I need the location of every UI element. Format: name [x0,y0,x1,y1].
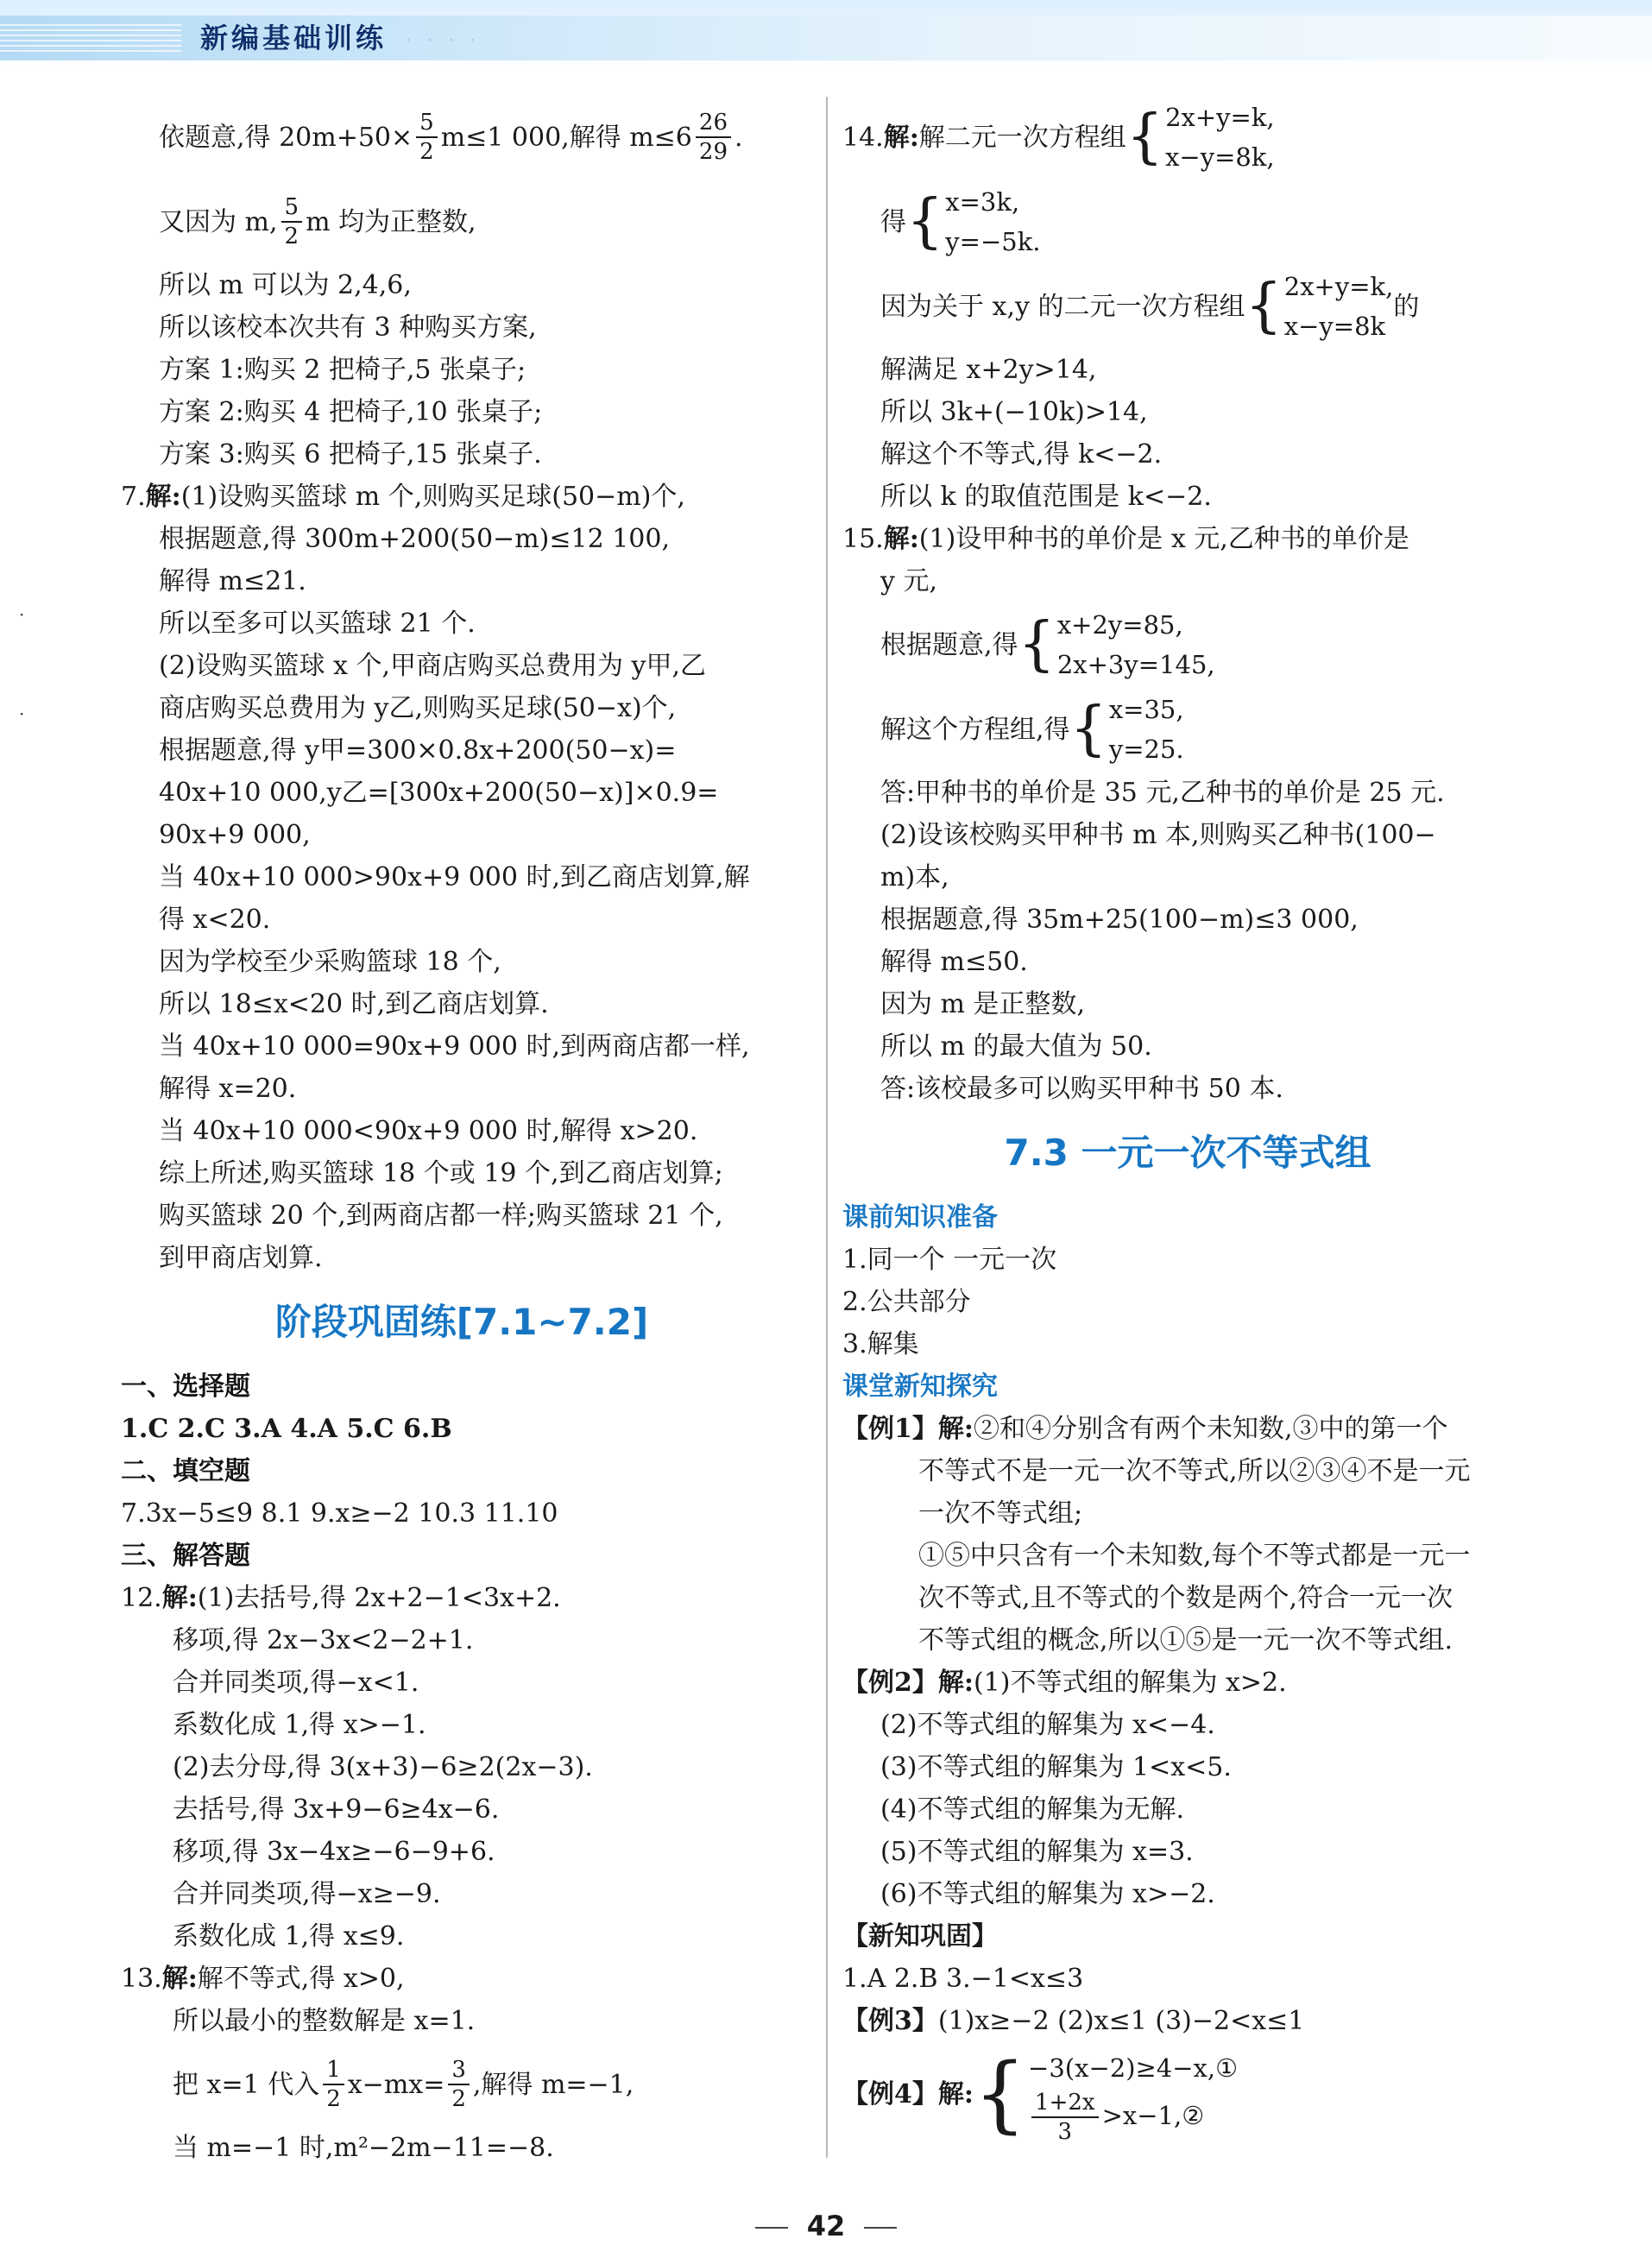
answer-line: 所以最小的整数解是 x=1. [173,2006,476,2036]
question-13: 13.解:解不等式,得 x>0, [121,1964,405,1994]
answer-line: (5)不等式组的解集为 x=3. [880,1837,1194,1867]
answer-line: 得 { x=3k, y=−5k. [842,180,1533,264]
answer-line: 方案 3:购买 6 把椅子,15 张桌子. [159,439,542,470]
answer-line: 40x+10 000,y乙=[300x+200(50−x)]×0.9= [159,778,719,808]
answer-line: 1.A 2.B 3.−1<x≤3 [842,1964,1084,1994]
section-heading: 三、解答题 [121,1541,250,1571]
answer-line: 当 m=−1 时,m²−2m−11=−8. [173,2133,554,2163]
answer-line: 3.解集 [842,1329,919,1359]
example-tag: 【例2】 [842,1668,938,1698]
example-1: 【例1】解:②和④分别含有两个未知数,③中的第一个 [842,1414,1448,1444]
question-15: 15.解:(1)设甲种书的单价是 x 元,乙种书的单价是 [842,524,1409,554]
answer-line: 因为学校至少采购篮球 18 个, [159,947,501,977]
answer-line: 所以 k 的取值范围是 k<−2. [880,482,1212,512]
answer-line: 根据题意,得 35m+25(100−m)≤3 000, [880,905,1359,935]
answer-line: 所以 m 可以为 2,4,6, [159,270,412,300]
answer-line: 因为 m 是正整数, [880,989,1086,1019]
margin-mark: · [19,604,25,625]
answer-line: 1.C 2.C 3.A 4.A 5.C 6.B [121,1414,452,1444]
fraction: $\frac{1}{2}$ [323,2059,344,2110]
answer-line: (2)设购买篮球 x 个,甲商店购买总费用为 y甲,乙 [159,651,707,681]
solution-label: 解: [161,1964,198,1994]
answer-line: 到甲商店划算. [159,1243,323,1273]
answer-line: 解这个方程组,得 { x=35, y=25. [842,687,1533,772]
solution-label: 解: [161,1583,198,1613]
answer-line: 根据题意,得 y甲=300×0.8x+200(50−x)= [159,735,677,766]
example-3: 【例3】(1)x≥−2 (2)x≤1 (3)−2<x≤1 [842,2006,1305,2036]
fraction: $\frac{26}{29}$ [696,111,731,163]
answer-line: 当 40x+10 000=90x+9 000 时,到两商店都一样, [159,1031,750,1062]
header-stripes [0,24,181,55]
question-7: 7.解:(1)设购买篮球 m 个,则购买足球(50−m)个, [121,482,685,512]
page-number: 42 [0,2210,1652,2242]
answer-line: 移项,得 2x−3x<2−2+1. [173,1625,474,1655]
answer-line: 不等式组的概念,所以①⑤是一元一次不等式组. [918,1625,1453,1655]
example-tag: 【例3】 [842,2006,938,2036]
question-number: 7. [121,482,146,512]
answer-line: m)本, [880,862,949,892]
answer-line: 商店购买总费用为 y乙,则购买足球(50−x)个, [159,693,677,723]
equation-system: { 2x+y=k, x−y=8k [1245,272,1394,341]
answer-line: 根据题意,得 300m+200(50−m)≤12 100, [159,524,670,554]
answer-line: 系数化成 1,得 x>−1. [173,1710,426,1740]
answer-line: 7.3x−5≤9 8.1 9.x≥−2 10.3 11.10 [121,1498,558,1529]
answer-line: 又因为 m, $\frac{5}{2}$ m 均为正整数, [159,194,476,249]
solution-label: 解: [883,524,919,554]
answer-line: 次不等式,且不等式的个数是两个,符合一元一次 [918,1583,1453,1613]
book-series-title: 新编基础训练 [200,22,388,54]
answer-line: 因为关于 x,y 的二元一次方程组 { 2x+y=k, x−y=8k 的 [842,264,1533,349]
question-number: 12. [121,1583,162,1613]
fraction: $\frac{5}{2}$ [281,196,303,248]
column-divider [826,97,828,2158]
answer-line: (2)设该校购买甲种书 m 本,则购买乙种书(100− [880,820,1436,850]
inequality-system: { −3(x−2)≥4−x,① $\frac{1+2x}{3}$ >x−1,② [973,2045,1239,2145]
answer-line: 解满足 x+2y>14, [880,355,1097,385]
section-heading: 二、填空题 [121,1456,250,1486]
equation-system: { 2x+y=k, x−y=8k, [1126,103,1275,172]
header-decoration: · · · · [406,29,481,50]
answer-line: ①⑤中只含有一个未知数,每个不等式都是一元一 [918,1541,1471,1571]
answer-line: 当 40x+10 000<90x+9 000 时,解得 x>20. [159,1116,698,1146]
solution-label: 解: [937,1414,974,1444]
example-tag: 【例1】 [842,1414,938,1444]
answer-line: 解得 m≤50. [880,947,1028,977]
answer-line: 所以 18≤x<20 时,到乙商店划算. [159,989,549,1019]
answer-line: 2.公共部分 [842,1287,971,1317]
answer-line: 合并同类项,得−x≥−9. [173,1879,441,1909]
answer-line: (4)不等式组的解集为无解. [880,1794,1185,1825]
answer-line: 解得 x=20. [159,1074,297,1104]
answer-line: 90x+9 000, [159,820,311,850]
answer-line: (2)去分母,得 3(x+3)−6≥2(2x−3). [173,1752,593,1782]
answer-line: (2)不等式组的解集为 x<−4. [880,1710,1215,1740]
solution-label: 解: [937,2078,974,2109]
section-title: 7.3 一元一次不等式组 [1004,1132,1371,1174]
solution-label: 解: [145,482,181,512]
answer-line: 所以 3k+(−10k)>14, [880,397,1148,427]
answer-line: 解得 m≤21. [159,566,306,596]
answer-line: 方案 1:购买 2 把椅子,5 张桌子; [159,355,526,385]
solution-label: 解: [937,1668,974,1698]
answer-line: 去括号,得 3x+9−6≥4x−6. [173,1794,500,1825]
margin-mark: · [19,703,25,724]
question-14: 14. 解: 解二元一次方程组 { 2x+y=k, x−y=8k, [842,95,1533,180]
fraction: $\frac{3}{2}$ [448,2059,470,2110]
answer-line: 综上所述,购买篮球 18 个或 19 个,到乙商店划算; [159,1158,723,1189]
answer-line: 答:该校最多可以购买甲种书 50 本. [880,1074,1283,1104]
question-number: 14. [842,122,884,153]
answer-line: 当 40x+10 000>90x+9 000 时,到乙商店划算,解 [159,862,750,892]
question-12: 12.解:(1)去括号,得 2x+2−1<3x+2. [121,1583,561,1613]
section-heading: 课堂新知探究 [842,1372,998,1402]
example-4 [842,2042,1533,2146]
equation-system: { x+2y=85, 2x+3y=145, [1018,610,1215,679]
answer-line: 所以该校本次共有 3 种购买方案, [159,312,537,343]
question-number: 13. [121,1964,162,1994]
section-heading: 课前知识准备 [842,1202,998,1233]
answer-line: 得 x<20. [159,905,271,935]
answer-line: 不等式不是一元一次不等式,所以②③④不是一元 [918,1456,1471,1486]
answer-line: 移项,得 3x−4x≥−6−9+6. [173,1837,495,1867]
answer-line: 1.同一个 一元一次 [842,1245,1057,1275]
answer-line: 所以至多可以买篮球 21 个. [159,609,476,639]
answer-line: 购买篮球 20 个,到两商店都一样;购买篮球 21 个, [159,1201,723,1231]
solution-label: 解: [883,122,919,153]
answer-line: 系数化成 1,得 x≤9. [173,1921,405,1952]
left-column [121,95,803,2169]
equation-system: { x=3k, y=−5k. [906,187,1041,256]
answer-line: 解这个不等式,得 k<−2. [880,439,1163,470]
question-number: 15. [842,524,884,554]
answer-line: 把 x=1 代入 $\frac{1}{2}$ x−mx= $\frac{3}{2}$ ,解得 m=−1, [173,2057,634,2112]
answer-line: 根据题意,得 { x+2y=85, 2x+3y=145, [842,602,1533,687]
consolidation-heading: 【新知巩固】 [842,1921,998,1952]
example-tag: 【例4】 [842,2078,938,2109]
answer-line: 所以 m 的最大值为 50. [880,1031,1152,1062]
answer-line: 合并同类项,得−x<1. [173,1668,419,1698]
equation-system: { x=35, y=25. [1069,695,1184,764]
fraction: $\frac{5}{2}$ [416,111,438,163]
right-column [842,95,1533,2146]
answer-line: 依题意,得 20m+50× $\frac{5}{2}$ m≤1 000,解得 m≤6 $\frac{26}{29}$ . [159,110,743,165]
stage-review-title: 阶段巩固练[7.1~7.2] [274,1301,649,1343]
answer-line: y 元, [880,566,938,596]
example-2: 【例2】解:(1)不等式组的解集为 x>2. [842,1668,1287,1698]
section-heading: 一、选择题 [121,1372,250,1402]
fraction: $\frac{1+2x}{3}$ [1031,2091,1099,2143]
answer-line: (6)不等式组的解集为 x>−2. [880,1879,1215,1909]
answer-line: (3)不等式组的解集为 1<x<5. [880,1752,1232,1782]
answer-line: 一次不等式组; [918,1498,1083,1529]
answer-line: 方案 2:购买 4 把椅子,10 张桌子; [159,397,543,427]
answer-line: 答:甲种书的单价是 35 元,乙种书的单价是 25 元. [880,778,1445,808]
